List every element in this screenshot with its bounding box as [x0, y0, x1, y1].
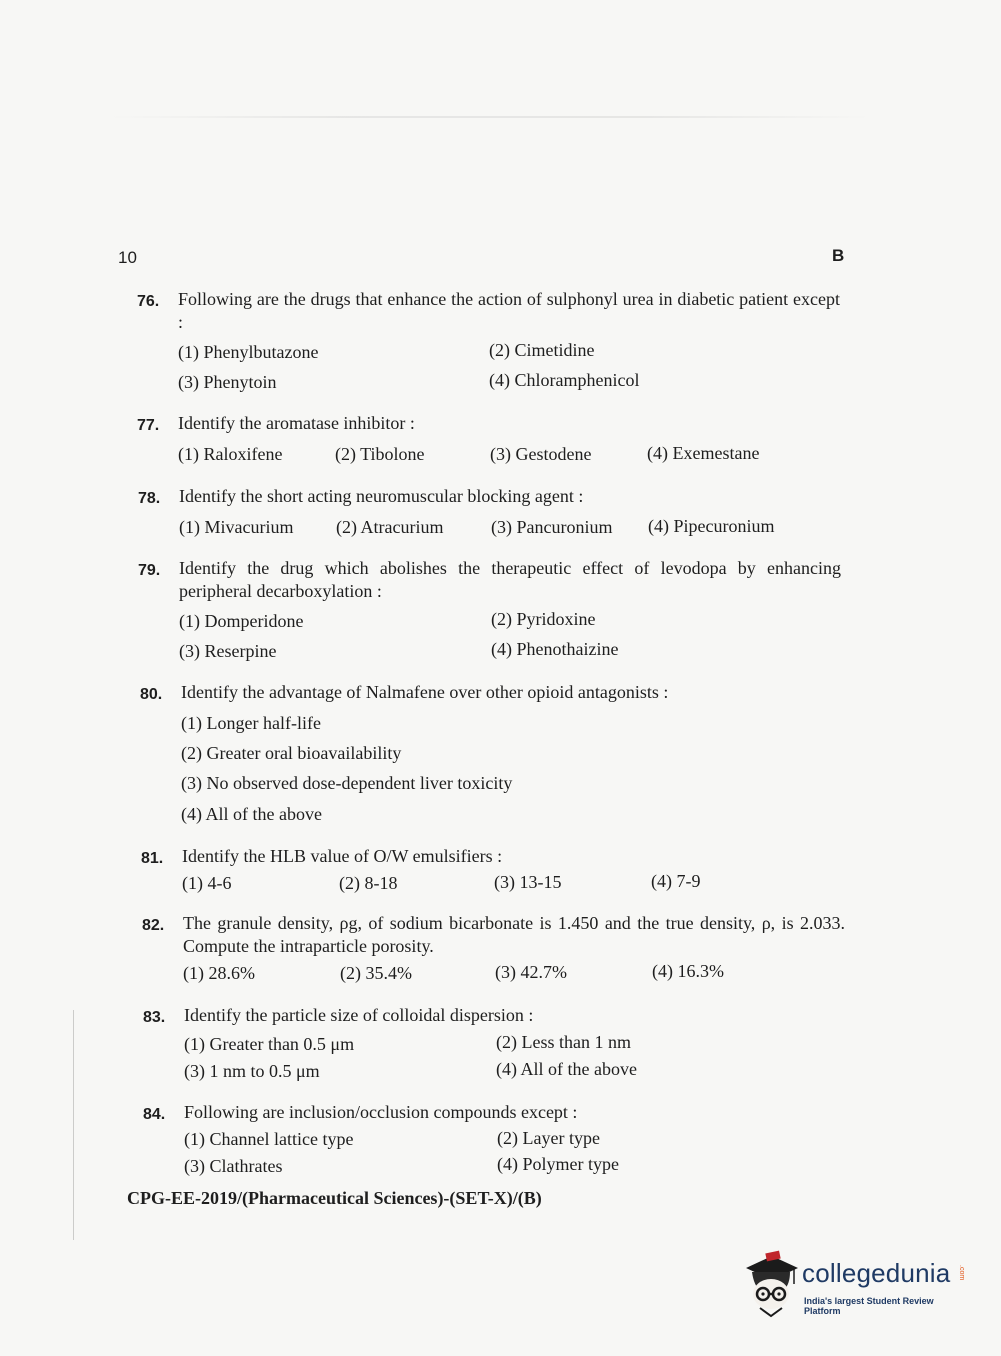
option-3: (3) 13-15 — [494, 872, 562, 892]
option-2: (2) Greater oral bioavailability — [181, 743, 402, 763]
option-1: (1) Mivacurium — [179, 517, 294, 537]
question-text: Identify the drug which abolishes the therapeutic effect of levodopa by enhancing peripheral decarboxylation : — [179, 558, 841, 601]
question-text: The granule density, ρg, of sodium bicarbonate is 1.450 and the true density, ρ, is 2.033. Compute the intraparticle porosity. — [183, 913, 845, 956]
question-text: Following are inclusion/occlusion compounds except : — [184, 1102, 578, 1122]
question-text: Following are the drugs that enhance the action of sulphonyl urea in diabetic patient except : — [178, 289, 840, 332]
option-2: (2) 8-18 — [339, 873, 398, 893]
option-4: (4) 7-9 — [651, 871, 701, 891]
option-3: (3) Clathrates — [184, 1156, 283, 1176]
brand-tagline: India's largest Student Review Platform — [804, 1296, 934, 1316]
set-code: B — [832, 246, 845, 265]
scan-artifact-line — [110, 116, 870, 118]
option-4: (4) All of the above — [496, 1059, 637, 1079]
option-3: (3) Gestodene — [490, 444, 592, 464]
option-2: (2) Atracurium — [336, 517, 444, 537]
question-text: Identify the advantage of Nalmafene over other opioid antagonists : — [181, 682, 669, 702]
question-text: Identify the short acting neuromuscular blocking agent : — [179, 486, 584, 506]
option-1: (1) Phenylbutazone — [178, 342, 319, 362]
question-text: Identify the aromatase inhibitor : — [178, 413, 415, 433]
option-1: (1) Greater than 0.5 μm — [184, 1034, 355, 1054]
option-1: (1) 4-6 — [182, 873, 232, 893]
question-number: 81. — [141, 850, 164, 867]
option-4: (4) Phenothaizine — [491, 639, 619, 659]
option-1: (1) Channel lattice type — [184, 1129, 354, 1149]
question-number: 83. — [143, 1009, 166, 1026]
option-4: (4) Exemestane — [647, 443, 760, 463]
option-1: (1) Domperidone — [179, 611, 304, 631]
option-1: (1) Raloxifene — [178, 444, 283, 464]
option-2: (2) 35.4% — [340, 963, 412, 983]
mascot-logo-icon — [742, 1250, 800, 1320]
scan-edge-line — [73, 1010, 74, 1240]
option-4: (4) Pipecuronium — [648, 516, 775, 536]
question-number: 76. — [137, 293, 160, 310]
option-3: (3) Phenytoin — [178, 372, 277, 392]
option-4: (4) All of the above — [181, 804, 322, 824]
page-number: 10 — [118, 248, 137, 267]
option-4: (4) 16.3% — [652, 961, 724, 981]
option-3: (3) Pancuronium — [491, 517, 613, 537]
option-3: (3) 1 nm to 0.5 μm — [184, 1061, 320, 1081]
question-text: Identify the particle size of colloidal dispersion : — [184, 1005, 534, 1025]
question-number: 79. — [138, 562, 161, 579]
option-2: (2) Pyridoxine — [491, 609, 596, 629]
collegedunia-watermark — [742, 1250, 972, 1320]
option-3: (3) No observed dose-dependent liver toxicity — [181, 773, 513, 793]
brand-name: collegedunia — [802, 1258, 951, 1288]
option-2: (2) Cimetidine — [489, 340, 595, 360]
question-number: 84. — [143, 1106, 166, 1123]
option-2: (2) Less than 1 nm — [496, 1032, 631, 1052]
question-number: 82. — [142, 917, 165, 934]
brand-domain: .com — [958, 1265, 965, 1281]
option-4: (4) Polymer type — [497, 1154, 619, 1174]
option-1: (1) Longer half-life — [181, 713, 321, 733]
option-1: (1) 28.6% — [183, 963, 255, 983]
option-4: (4) Chloramphenicol — [489, 370, 640, 390]
question-text: Identify the HLB value of O/W emulsifiers : — [182, 846, 503, 866]
question-number: 77. — [137, 417, 160, 434]
option-2: (2) Tibolone — [335, 444, 425, 464]
question-number: 80. — [140, 686, 163, 703]
option-3: (3) Reserpine — [179, 641, 277, 661]
option-2: (2) Layer type — [497, 1128, 600, 1148]
option-3: (3) 42.7% — [495, 962, 567, 982]
exam-code-footer: CPG-EE-2019/(Pharmaceutical Sciences)-(SET-X)/(B) — [127, 1188, 542, 1208]
question-number: 78. — [138, 490, 161, 507]
